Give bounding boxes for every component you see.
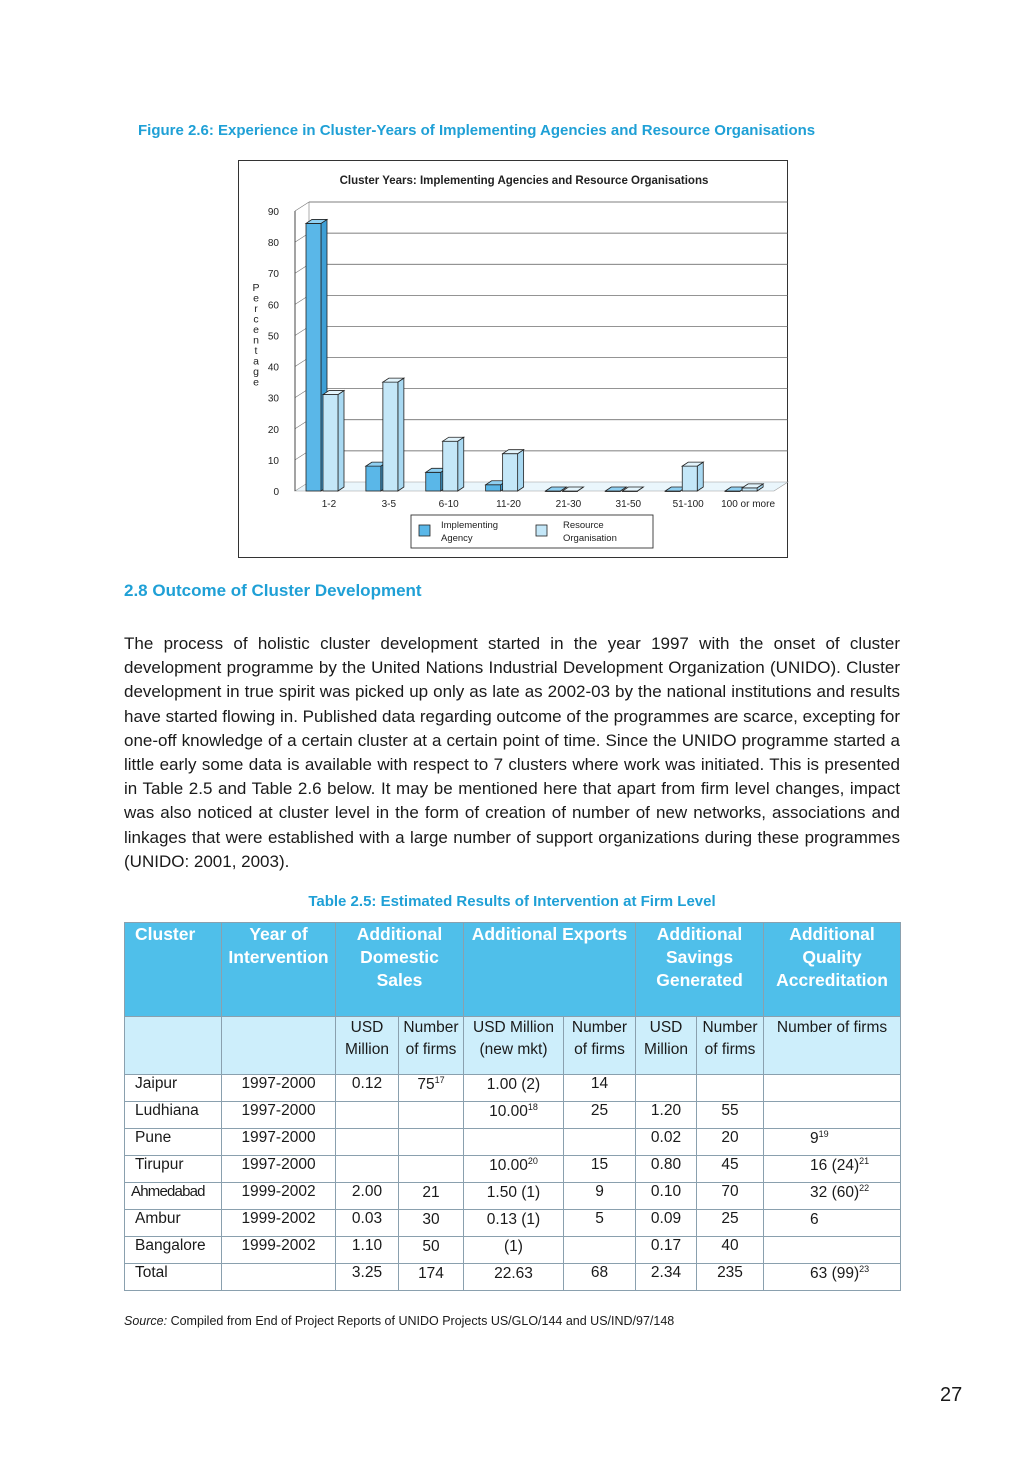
cell-quality xyxy=(764,1183,901,1210)
cell-exp-firms xyxy=(564,1075,636,1102)
cell-exp-usd xyxy=(464,1183,564,1210)
footnote-marker: 19 xyxy=(818,1129,829,1139)
header-savings: Additional Savings Generated xyxy=(636,923,764,1017)
cell-exp-firms-value: 14 xyxy=(590,1075,609,1092)
cell-cluster xyxy=(125,1237,222,1264)
x-tick-label: 31-50 xyxy=(615,499,642,510)
cell-cluster-value: Pune xyxy=(135,1129,172,1146)
footnote-marker: 23 xyxy=(859,1264,870,1274)
cell-quality xyxy=(764,1075,901,1102)
cell-cluster xyxy=(125,1075,222,1102)
cell-sav-firms xyxy=(697,1237,764,1264)
subheader-sav-usd: USD Million xyxy=(636,1017,697,1075)
cell-sav-firms xyxy=(697,1156,764,1183)
cell-exp-firms-value: 5 xyxy=(595,1210,604,1227)
x-tick-label: 1-2 xyxy=(321,499,337,510)
subheader-dom-firms: Number of firms xyxy=(399,1017,464,1075)
cell-sav-firms-value: 235 xyxy=(717,1264,743,1281)
y-axis-label-letter: e xyxy=(253,376,259,389)
cell-exp-firms-value: 15 xyxy=(590,1156,609,1173)
cell-dom-firms-value: 50 xyxy=(422,1238,440,1256)
cell-sav-usd-value: 0.17 xyxy=(650,1237,682,1254)
cell-year xyxy=(222,1237,336,1264)
cell-quality xyxy=(764,1156,901,1183)
y-axis-label-letter: r xyxy=(254,303,258,315)
y-tick-label: 30 xyxy=(267,393,279,405)
cell-year xyxy=(222,1210,336,1237)
results-table xyxy=(124,922,901,1291)
cell-dom-firms xyxy=(399,1237,464,1264)
cell-exp-usd-value: (1) xyxy=(504,1238,523,1256)
cell-exp-firms-value: 68 xyxy=(590,1264,609,1281)
footnote-marker: 17 xyxy=(434,1075,445,1085)
cell-cluster xyxy=(125,1210,222,1237)
cell-sav-firms xyxy=(697,1264,764,1291)
y-axis-label-letter: e xyxy=(253,292,259,305)
cell-dom-usd-value: 1.10 xyxy=(351,1237,383,1254)
footnote-marker: 20 xyxy=(527,1156,538,1166)
cell-exp-firms xyxy=(564,1102,636,1129)
x-tick-label: 6-10 xyxy=(438,499,459,510)
cell-year xyxy=(222,1129,336,1156)
cell-dom-usd xyxy=(336,1183,399,1210)
y-axis-label-letter: g xyxy=(253,366,259,378)
cell-exp-usd-value: 1.50 (1) xyxy=(486,1184,541,1202)
y-tick-label: 50 xyxy=(267,331,279,343)
cell-exp-usd-value: 22.63 xyxy=(494,1265,533,1283)
cell-quality xyxy=(764,1102,901,1129)
cell-cluster xyxy=(125,1183,222,1210)
cell-dom-usd-value: 0.03 xyxy=(351,1210,383,1227)
cell-sav-firms xyxy=(697,1210,764,1237)
cell-year-value: 1997-2000 xyxy=(241,1156,316,1173)
cell-sav-firms-value: 45 xyxy=(721,1156,739,1173)
footnote-marker: 18 xyxy=(527,1102,538,1112)
cell-sav-firms xyxy=(697,1102,764,1129)
figure-caption: Figure 2.6: Experience in Cluster-Years of Implementing Agencies and Resource Organisations xyxy=(138,122,816,139)
cell-sav-firms-value: 40 xyxy=(721,1237,739,1254)
cell-cluster xyxy=(125,1264,222,1291)
cell-exp-usd xyxy=(464,1129,564,1156)
legend-label: Resource xyxy=(563,520,604,531)
cell-dom-firms-value: 21 xyxy=(422,1184,440,1202)
table-row xyxy=(125,1237,901,1264)
cell-sav-firms-value: 20 xyxy=(721,1129,739,1146)
cell-year-value: 1997-2000 xyxy=(241,1102,316,1119)
cell-dom-usd xyxy=(336,1264,399,1291)
bar-resource xyxy=(323,391,344,491)
cell-exp-firms xyxy=(564,1129,636,1156)
table-subheader-row xyxy=(125,1017,901,1075)
subheader-empty xyxy=(125,1017,222,1075)
body-paragraph: The process of holistic cluster development started in the year 1997 with the onset of cluster development programme by the United Nations Industrial Development Organization (UNIDO). Cluster development in true spirit was picked up only as late as 2002-03 by the national institutions and results have started flowing in. Published data regarding outcome of the programmes are scarce, excepting for one-off knowledge of a certain cluster at a certain point of time. Since the UNIDO programme started a little early some data is available with respect to 7 clusters where work was initiated. This is presented in Table 2.5 and Table 2.6 below. It may be mentioned here that apart from firm level changes, impact was also noticed at cluster level in the form of creation of number of new networks, associations and linkages that were established with a large number of support organizations during these programmes (UNIDO: 2001, 2003). xyxy=(124,634,900,871)
cell-dom-firms xyxy=(399,1102,464,1129)
cell-sav-usd-value: 0.10 xyxy=(650,1183,682,1200)
cell-year xyxy=(222,1264,336,1291)
x-tick-label: 21-30 xyxy=(555,499,582,510)
cell-dom-firms xyxy=(399,1129,464,1156)
cell-dom-usd-value: 3.25 xyxy=(351,1264,383,1281)
cell-exp-usd xyxy=(464,1102,564,1129)
cell-dom-firms-value: 75 xyxy=(417,1076,435,1094)
header-quality: Additional Quality Accreditation xyxy=(764,923,901,1017)
y-axis-label-letter: n xyxy=(253,334,259,347)
cell-cluster-value: Bangalore xyxy=(135,1237,206,1254)
cell-dom-firms xyxy=(399,1075,464,1102)
y-tick-label: 40 xyxy=(267,362,279,374)
cell-quality xyxy=(764,1129,901,1156)
cell-exp-usd xyxy=(464,1156,564,1183)
table-row xyxy=(125,1183,901,1210)
y-axis-label-letter: a xyxy=(253,355,259,368)
bar-resource xyxy=(682,462,703,491)
cell-sav-usd xyxy=(636,1075,697,1102)
cell-sav-firms xyxy=(697,1129,764,1156)
cell-cluster-value: Ambur xyxy=(135,1210,181,1227)
cell-quality xyxy=(764,1237,901,1264)
cell-sav-firms-value: 70 xyxy=(721,1183,739,1200)
x-tick-label: 51-100 xyxy=(672,499,704,510)
cell-cluster-value: Total xyxy=(135,1264,168,1281)
cell-sav-usd-value: 0.80 xyxy=(650,1156,682,1173)
cell-exp-usd-value: 10.00 xyxy=(489,1103,528,1121)
cell-quality-value: 6 xyxy=(810,1211,819,1229)
cell-quality-value: 63 (99) xyxy=(810,1265,860,1283)
cell-dom-firms xyxy=(399,1156,464,1183)
source-note xyxy=(124,1314,674,1328)
cell-dom-firms-value: 174 xyxy=(418,1265,444,1283)
cell-dom-usd xyxy=(336,1102,399,1129)
table-row xyxy=(125,1264,901,1291)
y-axis-label-letter: c xyxy=(253,313,259,326)
source-text: Compiled from End of Project Reports of UNIDO Projects US/GLO/144 and US/IND/97/148 xyxy=(167,1314,675,1328)
cell-exp-usd xyxy=(464,1264,564,1291)
cell-dom-usd xyxy=(336,1237,399,1264)
header-year: Year of Intervention xyxy=(222,923,336,1017)
cell-year xyxy=(222,1156,336,1183)
cell-exp-usd-value: 1.00 (2) xyxy=(486,1076,541,1094)
legend-label: Implementing xyxy=(441,520,499,531)
bar-chart xyxy=(238,160,788,558)
table-caption: Table 2.5: Estimated Results of Intervention at Firm Level xyxy=(308,893,716,910)
cell-sav-usd xyxy=(636,1156,697,1183)
cell-quality xyxy=(764,1210,901,1237)
y-tick-label: 20 xyxy=(267,424,279,436)
cell-dom-firms xyxy=(399,1210,464,1237)
bar-resource xyxy=(383,378,404,491)
cell-dom-firms-value: 30 xyxy=(422,1211,440,1229)
cell-exp-firms-value: 25 xyxy=(590,1102,609,1119)
cell-quality-value: 9 xyxy=(810,1130,819,1148)
header-domestic: Additional Domestic Sales xyxy=(336,923,464,1017)
cell-sav-usd xyxy=(636,1129,697,1156)
legend-swatch xyxy=(536,525,547,536)
cell-dom-usd xyxy=(336,1075,399,1102)
cell-dom-firms xyxy=(399,1183,464,1210)
cell-exp-firms-value: 9 xyxy=(595,1183,604,1200)
subheader-quality-firms: Number of firms xyxy=(764,1017,901,1075)
cell-year xyxy=(222,1183,336,1210)
subheader-exp-firms: Number of firms xyxy=(564,1017,636,1075)
y-tick-label: 90 xyxy=(267,207,279,218)
y-axis-label-letter: P xyxy=(252,282,260,294)
cell-sav-usd-value: 0.02 xyxy=(650,1129,682,1146)
cell-exp-usd xyxy=(464,1237,564,1264)
footnote-marker: 22 xyxy=(859,1183,870,1193)
subheader-empty xyxy=(222,1017,336,1075)
cell-year-value: 1999-2002 xyxy=(241,1237,316,1254)
source-label: Source: xyxy=(124,1314,168,1328)
cell-quality xyxy=(764,1264,901,1291)
page-number: 27 xyxy=(940,1384,963,1406)
bar-resource xyxy=(443,437,464,491)
section-heading: 2.8 Outcome of Cluster Development xyxy=(124,581,422,600)
cell-cluster-value: Ahmedabad xyxy=(131,1183,205,1200)
table-row xyxy=(125,1102,901,1129)
table-header-row xyxy=(125,923,901,1017)
cell-cluster-value: Tirupur xyxy=(135,1156,184,1173)
cell-cluster xyxy=(125,1102,222,1129)
cell-cluster xyxy=(125,1129,222,1156)
header-cluster: Cluster xyxy=(125,923,222,1017)
y-tick-label: 10 xyxy=(267,455,279,467)
cell-exp-usd-value: 0.13 (1) xyxy=(486,1211,541,1229)
legend-swatch xyxy=(419,525,430,536)
cell-year-value: 1997-2000 xyxy=(241,1075,316,1092)
header-exports: Additional Exports xyxy=(464,923,636,1017)
x-tick-label: 100 or more xyxy=(721,499,776,510)
cell-dom-usd xyxy=(336,1210,399,1237)
cell-exp-firms xyxy=(564,1156,636,1183)
y-tick-label: 70 xyxy=(267,269,279,281)
table-row xyxy=(125,1075,901,1102)
cell-year-value: 1999-2002 xyxy=(241,1210,316,1227)
table-body xyxy=(125,1075,901,1291)
subheader-sav-firms: Number of firms xyxy=(697,1017,764,1075)
table-row xyxy=(125,1210,901,1237)
cell-cluster-value: Ludhiana xyxy=(135,1102,199,1119)
cell-sav-firms xyxy=(697,1183,764,1210)
cell-sav-usd xyxy=(636,1183,697,1210)
cell-sav-usd xyxy=(636,1264,697,1291)
cell-dom-usd xyxy=(336,1129,399,1156)
subheader-dom-usd: USD Million xyxy=(336,1017,399,1075)
y-axis-label-letter: t xyxy=(254,345,258,357)
cell-sav-usd xyxy=(636,1237,697,1264)
cell-sav-firms-value: 55 xyxy=(721,1102,739,1119)
y-axis-label-letter: e xyxy=(253,324,259,336)
chart-svg xyxy=(239,161,789,559)
y-tick-label: 80 xyxy=(267,238,279,250)
cell-sav-firms xyxy=(697,1075,764,1102)
cell-exp-firms xyxy=(564,1210,636,1237)
gridline-diagonal xyxy=(295,202,309,211)
table-row xyxy=(125,1156,901,1183)
subheader-exp-usd: USD Million (new mkt) xyxy=(464,1017,564,1075)
y-tick-label: 0 xyxy=(273,487,279,498)
cell-cluster xyxy=(125,1156,222,1183)
cell-sav-usd-value: 1.20 xyxy=(650,1102,682,1119)
cell-dom-usd-value: 0.12 xyxy=(351,1075,383,1092)
cell-year xyxy=(222,1102,336,1129)
chart-title: Cluster Years: Implementing Agencies and Resource Organisations xyxy=(339,175,709,187)
cell-year-value: 1997-2000 xyxy=(241,1129,316,1146)
footnote-marker: 21 xyxy=(859,1156,870,1166)
x-tick-label: 11-20 xyxy=(496,499,521,510)
cell-year-value: 1999-2002 xyxy=(241,1183,316,1200)
x-tick-label: 3-5 xyxy=(381,499,397,510)
cell-exp-usd-value: 10.00 xyxy=(489,1157,528,1175)
cell-sav-usd xyxy=(636,1102,697,1129)
bar-resource xyxy=(503,450,524,491)
cell-sav-firms-value: 25 xyxy=(721,1210,739,1227)
cell-exp-firms xyxy=(564,1183,636,1210)
cell-cluster-value: Jaipur xyxy=(135,1075,178,1092)
cell-quality-value: 32 (60) xyxy=(810,1184,860,1202)
cell-sav-usd-value: 0.09 xyxy=(650,1210,682,1227)
cell-exp-usd xyxy=(464,1210,564,1237)
cell-exp-firms xyxy=(564,1264,636,1291)
legend-label: Organisation xyxy=(563,533,617,544)
legend-label: Agency xyxy=(441,533,473,544)
cell-year xyxy=(222,1075,336,1102)
cell-dom-usd xyxy=(336,1156,399,1183)
cell-sav-usd-value: 2.34 xyxy=(650,1264,682,1281)
cell-exp-usd xyxy=(464,1075,564,1102)
y-tick-label: 60 xyxy=(267,300,279,312)
cell-quality-value: 16 (24) xyxy=(810,1157,860,1175)
table-row xyxy=(125,1129,901,1156)
cell-exp-firms xyxy=(564,1237,636,1264)
cell-sav-usd xyxy=(636,1210,697,1237)
cell-dom-firms xyxy=(399,1264,464,1291)
cell-dom-usd-value: 2.00 xyxy=(351,1183,383,1200)
